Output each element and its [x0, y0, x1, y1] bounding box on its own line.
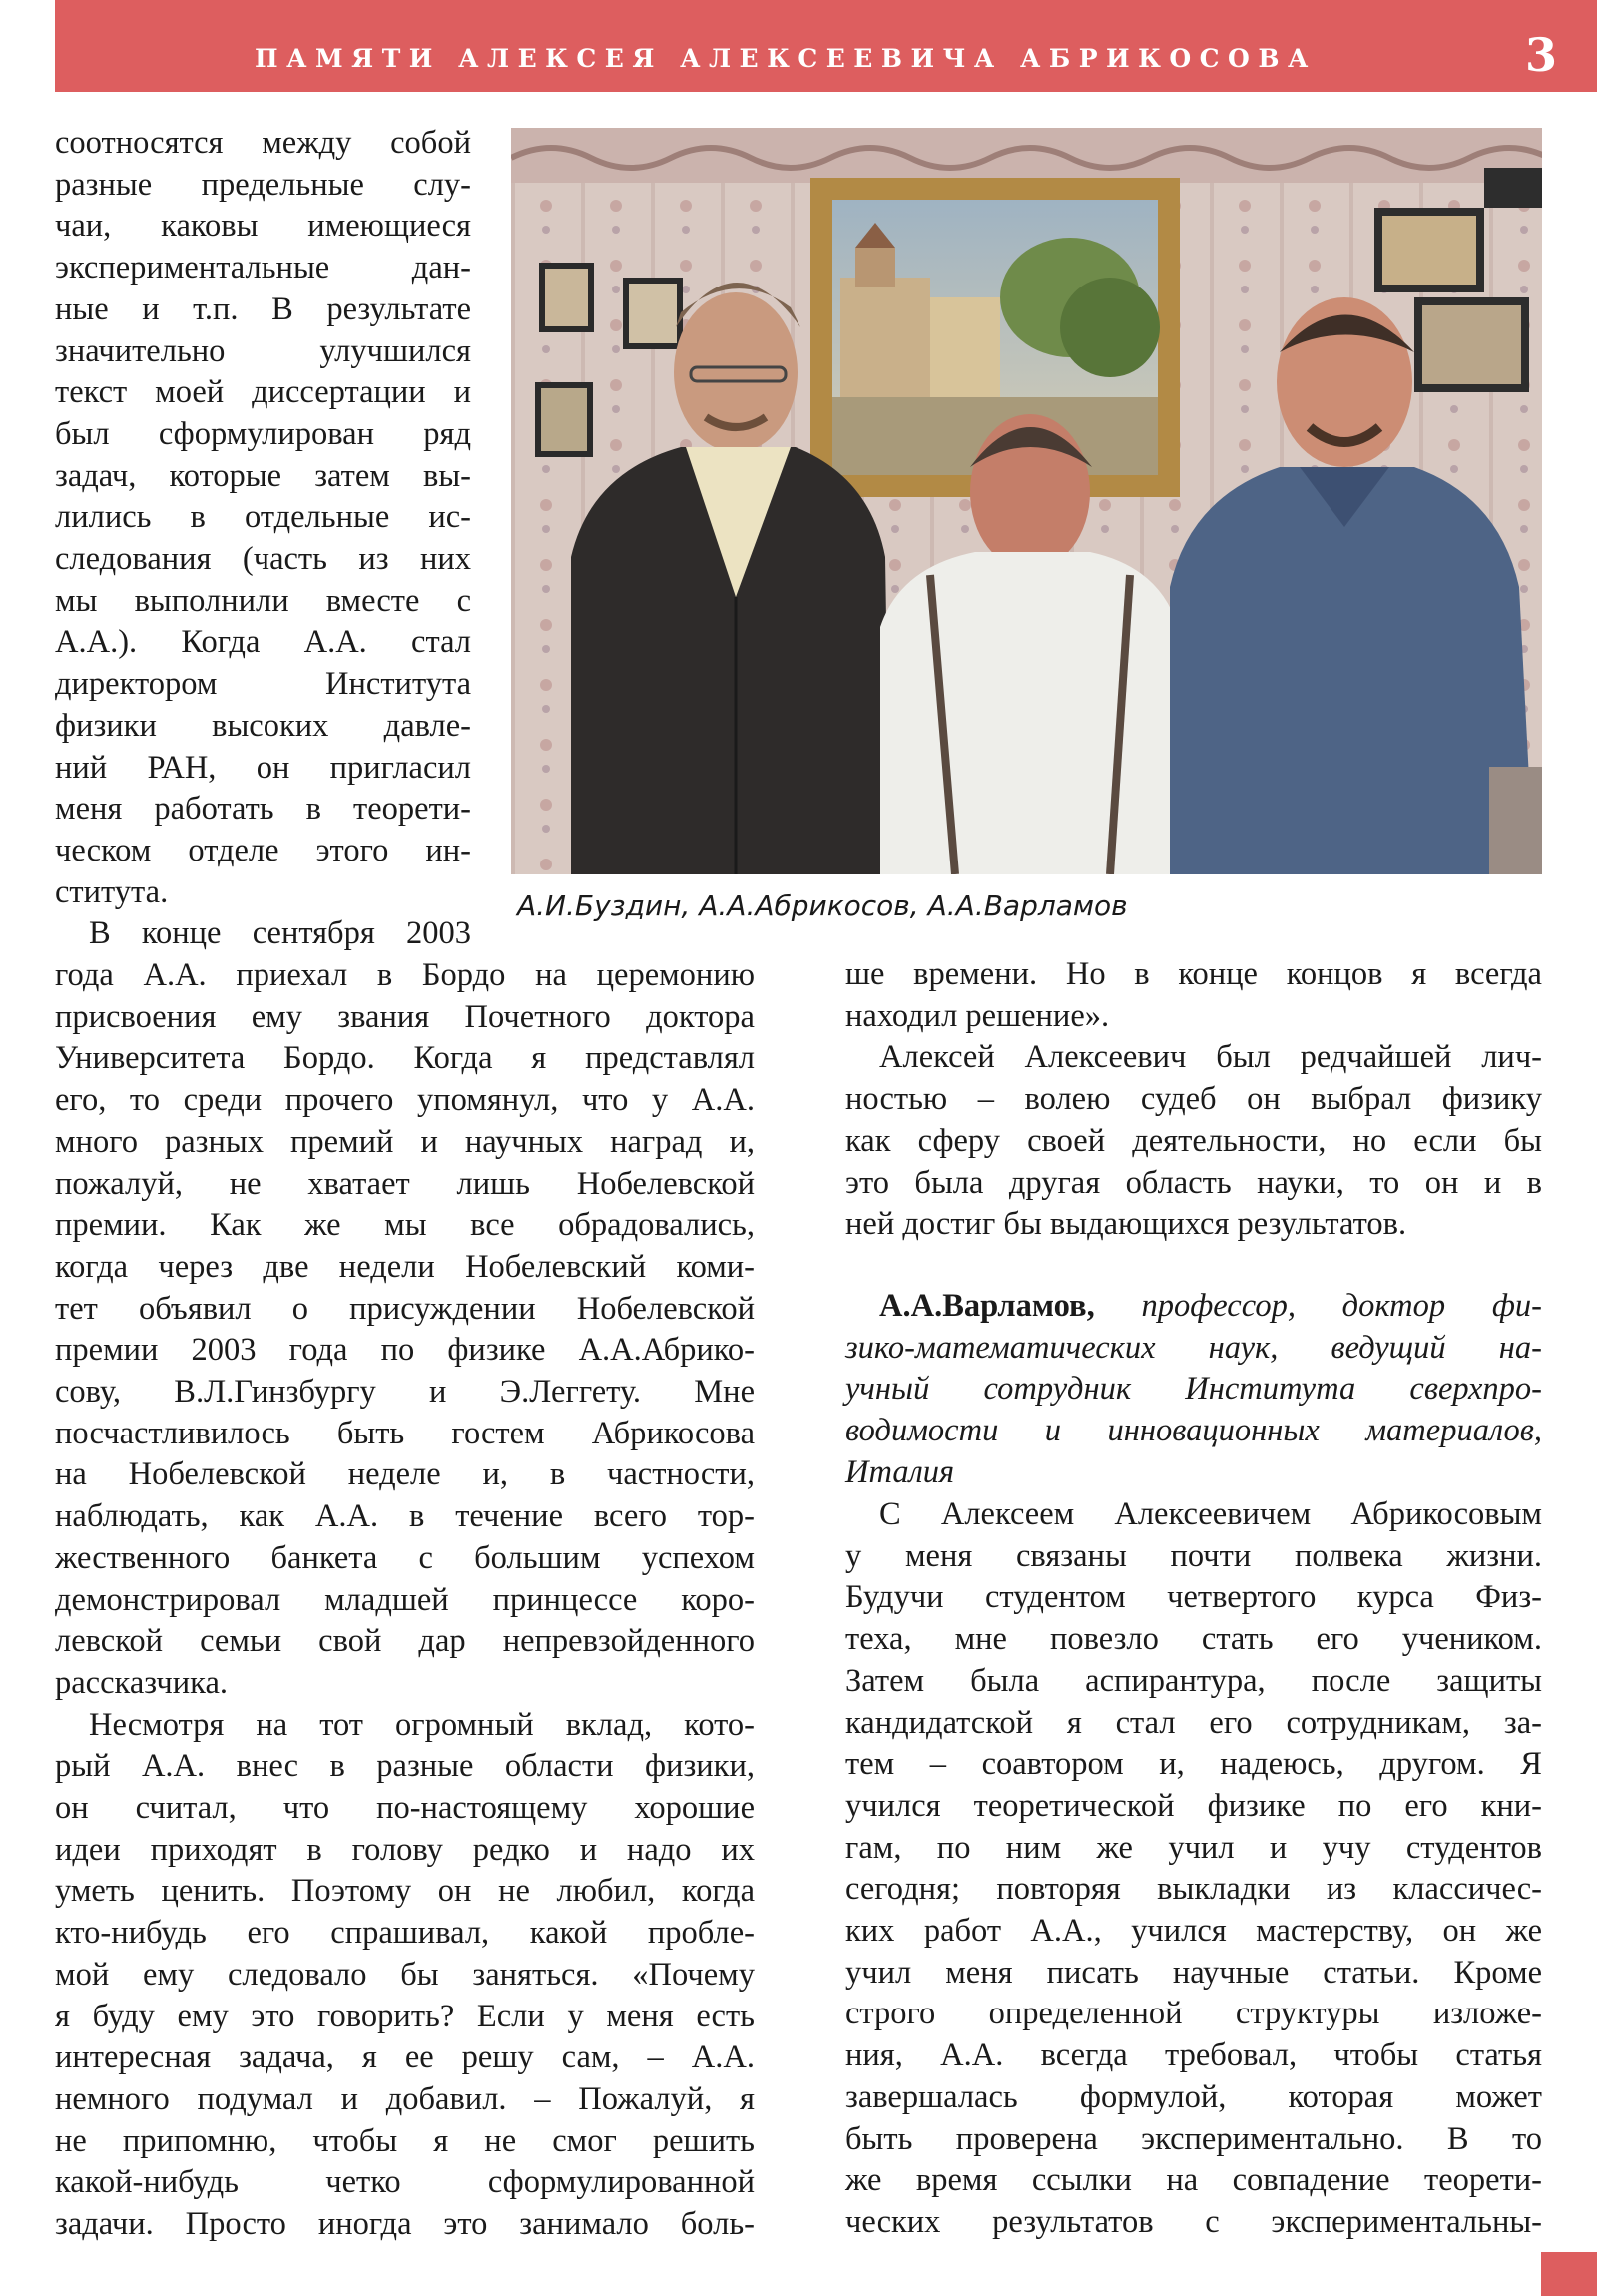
text-line: он считал, что по-настоящему хорошие	[55, 1790, 755, 1827]
text-line: значительно улучшился	[55, 332, 471, 369]
text-line: я буду ему это говорить? Если у меня есть	[55, 1998, 755, 2034]
text-line: ний РАН, он пригласил	[55, 749, 471, 786]
text-line: чаи, каковы имеющиеся	[55, 208, 471, 245]
text-line: тем – соавтором и, надеюсь, другом. Я	[845, 1746, 1542, 1783]
text-line: наблюдать, как А.А. в течение всего тор-	[55, 1498, 755, 1535]
text-line: немного подумал и добавил. – Пожалуй, я	[55, 2080, 755, 2117]
author-line: учный сотрудник Института сверхпро-	[845, 1371, 1542, 1408]
text-line: идеи приходят в голову редко и надо их	[55, 1831, 755, 1868]
text-line: ческом отделе этого ин-	[55, 832, 471, 868]
page-corner-bar	[1541, 2252, 1597, 2296]
text-line: кандидатской я стал его сотрудникам, за-	[845, 1704, 1542, 1741]
text-line: рассказчика.	[55, 1664, 229, 1701]
text-line: сову, В.Л.Гинзбургу и Э.Леггету. Мне	[55, 1374, 755, 1411]
text-line: года А.А. приехал в Бордо на церемонию	[55, 957, 755, 993]
photo-illustration	[511, 128, 1542, 874]
text-line: уметь ценить. Поэтому он не любил, когда	[55, 1873, 755, 1910]
text-line: у меня связаны почти полвека жизни.	[845, 1537, 1542, 1574]
text-line: текст моей диссертации и	[55, 374, 471, 411]
text-line: кто-нибудь его спрашивал, какой пробле-	[55, 1915, 755, 1952]
author-title: профессор, доктор фи-	[1141, 1288, 1542, 1324]
text-line: задач, которые затем вы-	[55, 457, 471, 494]
header-title: ПАМЯТИ АЛЕКСЕЯ АЛЕКСЕЕВИЧА АБРИКОСОВА	[255, 44, 1317, 73]
text-line: рый А.А. внес в разные области физики,	[55, 1748, 755, 1785]
author-line: зико-математических наук, ведущий на-	[845, 1329, 1542, 1366]
text-line: экспериментальные дан-	[55, 250, 471, 287]
author-name: А.А.Варламов,	[879, 1288, 1095, 1324]
text-line: же время ссылки на совпадение теорети-	[845, 2162, 1542, 2199]
text-line: как сферу своей деятельности, но если бы	[845, 1122, 1542, 1159]
text-line: премии. Как же мы все обрадовались,	[55, 1207, 755, 1244]
author-line: Италия	[845, 1453, 955, 1490]
text-line: завершалась формулой, которая может	[845, 2078, 1542, 2115]
text-line: левской семьи свой дар непревзойденного	[55, 1623, 755, 1660]
text-line: когда через две недели Нобелевский коми-	[55, 1248, 755, 1285]
text-line: ней достиг бы выдающихся результатов.	[845, 1206, 1407, 1243]
page-number: 3	[1524, 28, 1557, 82]
text-line: учился теоретической физике по его кни-	[845, 1787, 1542, 1824]
text-line: был сформулирован ряд	[55, 415, 471, 452]
text-line: премии 2003 года по физике А.А.Абрико-	[55, 1332, 755, 1369]
text-line: на Нобелевской неделе и, в частности,	[55, 1456, 755, 1493]
text-line: это была другая область науки, то он и в	[845, 1164, 1542, 1201]
text-line: интересная задача, я ее решу сам, – А.А.	[55, 2039, 755, 2076]
text-line: сегодня; повторяя выкладки из классичес-	[845, 1871, 1542, 1908]
photo-caption: А.И.Буздин, А.А.Абрикосов, А.А.Варламов	[517, 889, 1128, 922]
text-line: ститута.	[55, 873, 169, 910]
author-info	[845, 1286, 1542, 1494]
text-line: ше времени. Но в конце концов я всегда	[845, 956, 1542, 992]
page-header	[55, 0, 1597, 92]
text-line: какой-нибудь четко сформулированной	[55, 2164, 755, 2201]
text-line: много разных премий и научных наград и,	[55, 1123, 755, 1160]
text-line: Затем была аспирантура, после защиты	[845, 1662, 1542, 1699]
text-line: жественного банкета с большим успехом	[55, 1539, 755, 1576]
author-line: водимости и инновационных материалов,	[845, 1413, 1542, 1449]
text-line: гам, по ним же учил и учу студентов	[845, 1829, 1542, 1866]
text-line: теха, мне повезло стать его учеником.	[845, 1621, 1542, 1658]
text-line: ких работ А.А., учился мастерству, он же	[845, 1913, 1542, 1950]
text-line: С Алексеем Алексеевичем Абрикосовым	[879, 1496, 1542, 1532]
left-column-bottom	[55, 955, 755, 2246]
text-line: задачи. Просто иногда это занимало боль-	[55, 2206, 755, 2243]
text-line: соотносятся между собой	[55, 125, 471, 161]
text-line: мой ему следовало бы заняться. «Почему	[55, 1956, 755, 1993]
text-line: директором Института	[55, 666, 471, 703]
text-line: физики высоких давле-	[55, 707, 471, 744]
author-line	[845, 1286, 1542, 1328]
text-line: ные и т.п. В результате	[55, 290, 471, 327]
text-line: тет объявил о присуждении Нобелевской	[55, 1290, 755, 1327]
text-line: Будучи студентом четвертого курса Физ-	[845, 1579, 1542, 1616]
text-line: мы выполнили вместе с	[55, 582, 471, 619]
text-line: находил решение».	[845, 997, 1110, 1034]
text-line: ния, А.А. всегда требовал, чтобы статья	[845, 2037, 1542, 2074]
left-column-top	[55, 123, 471, 955]
text-line: разные предельные слу-	[55, 166, 471, 203]
text-line: следования (часть из них	[55, 541, 471, 578]
text-line: В конце сентября 2003	[89, 915, 471, 952]
text-line: лились в отдельные ис-	[55, 499, 471, 536]
text-line: не припомню, чтобы я не смог решить	[55, 2122, 755, 2159]
text-line: присвоения ему звания Почетного доктора	[55, 998, 755, 1035]
text-line: Университета Бордо. Когда я представлял	[55, 1040, 755, 1077]
text-line: строго определенной структуры изложе-	[845, 1996, 1542, 2032]
text-line: пожалуй, не хватает лишь Нобелевской	[55, 1165, 755, 1202]
right-column-top	[845, 954, 1542, 1246]
text-line: А.А.). Когда А.А. стал	[55, 624, 471, 661]
text-line: Несмотря на тот огромный вклад, кото-	[89, 1706, 755, 1743]
text-line: быть проверена экспериментально. В то	[845, 2120, 1542, 2157]
text-line: меня работать в теорети-	[55, 791, 471, 828]
group-photo	[511, 128, 1542, 874]
text-line: учил меня писать научные статьи. Кроме	[845, 1954, 1542, 1991]
text-line: ческих результатов с экспериментальны-	[845, 2203, 1542, 2240]
text-line: посчастливилось быть гостем Абрикосова	[55, 1415, 755, 1451]
text-line: ностью – волею судеб он выбрал физику	[845, 1081, 1542, 1118]
text-line: его, то среди прочего упомянул, что у А.А.	[55, 1082, 755, 1119]
text-line: демонстрировал младшей принцессе коро-	[55, 1581, 755, 1618]
text-line: Алексей Алексеевич был редчайшей лич-	[879, 1039, 1542, 1076]
right-column-bottom	[845, 1494, 1542, 2244]
